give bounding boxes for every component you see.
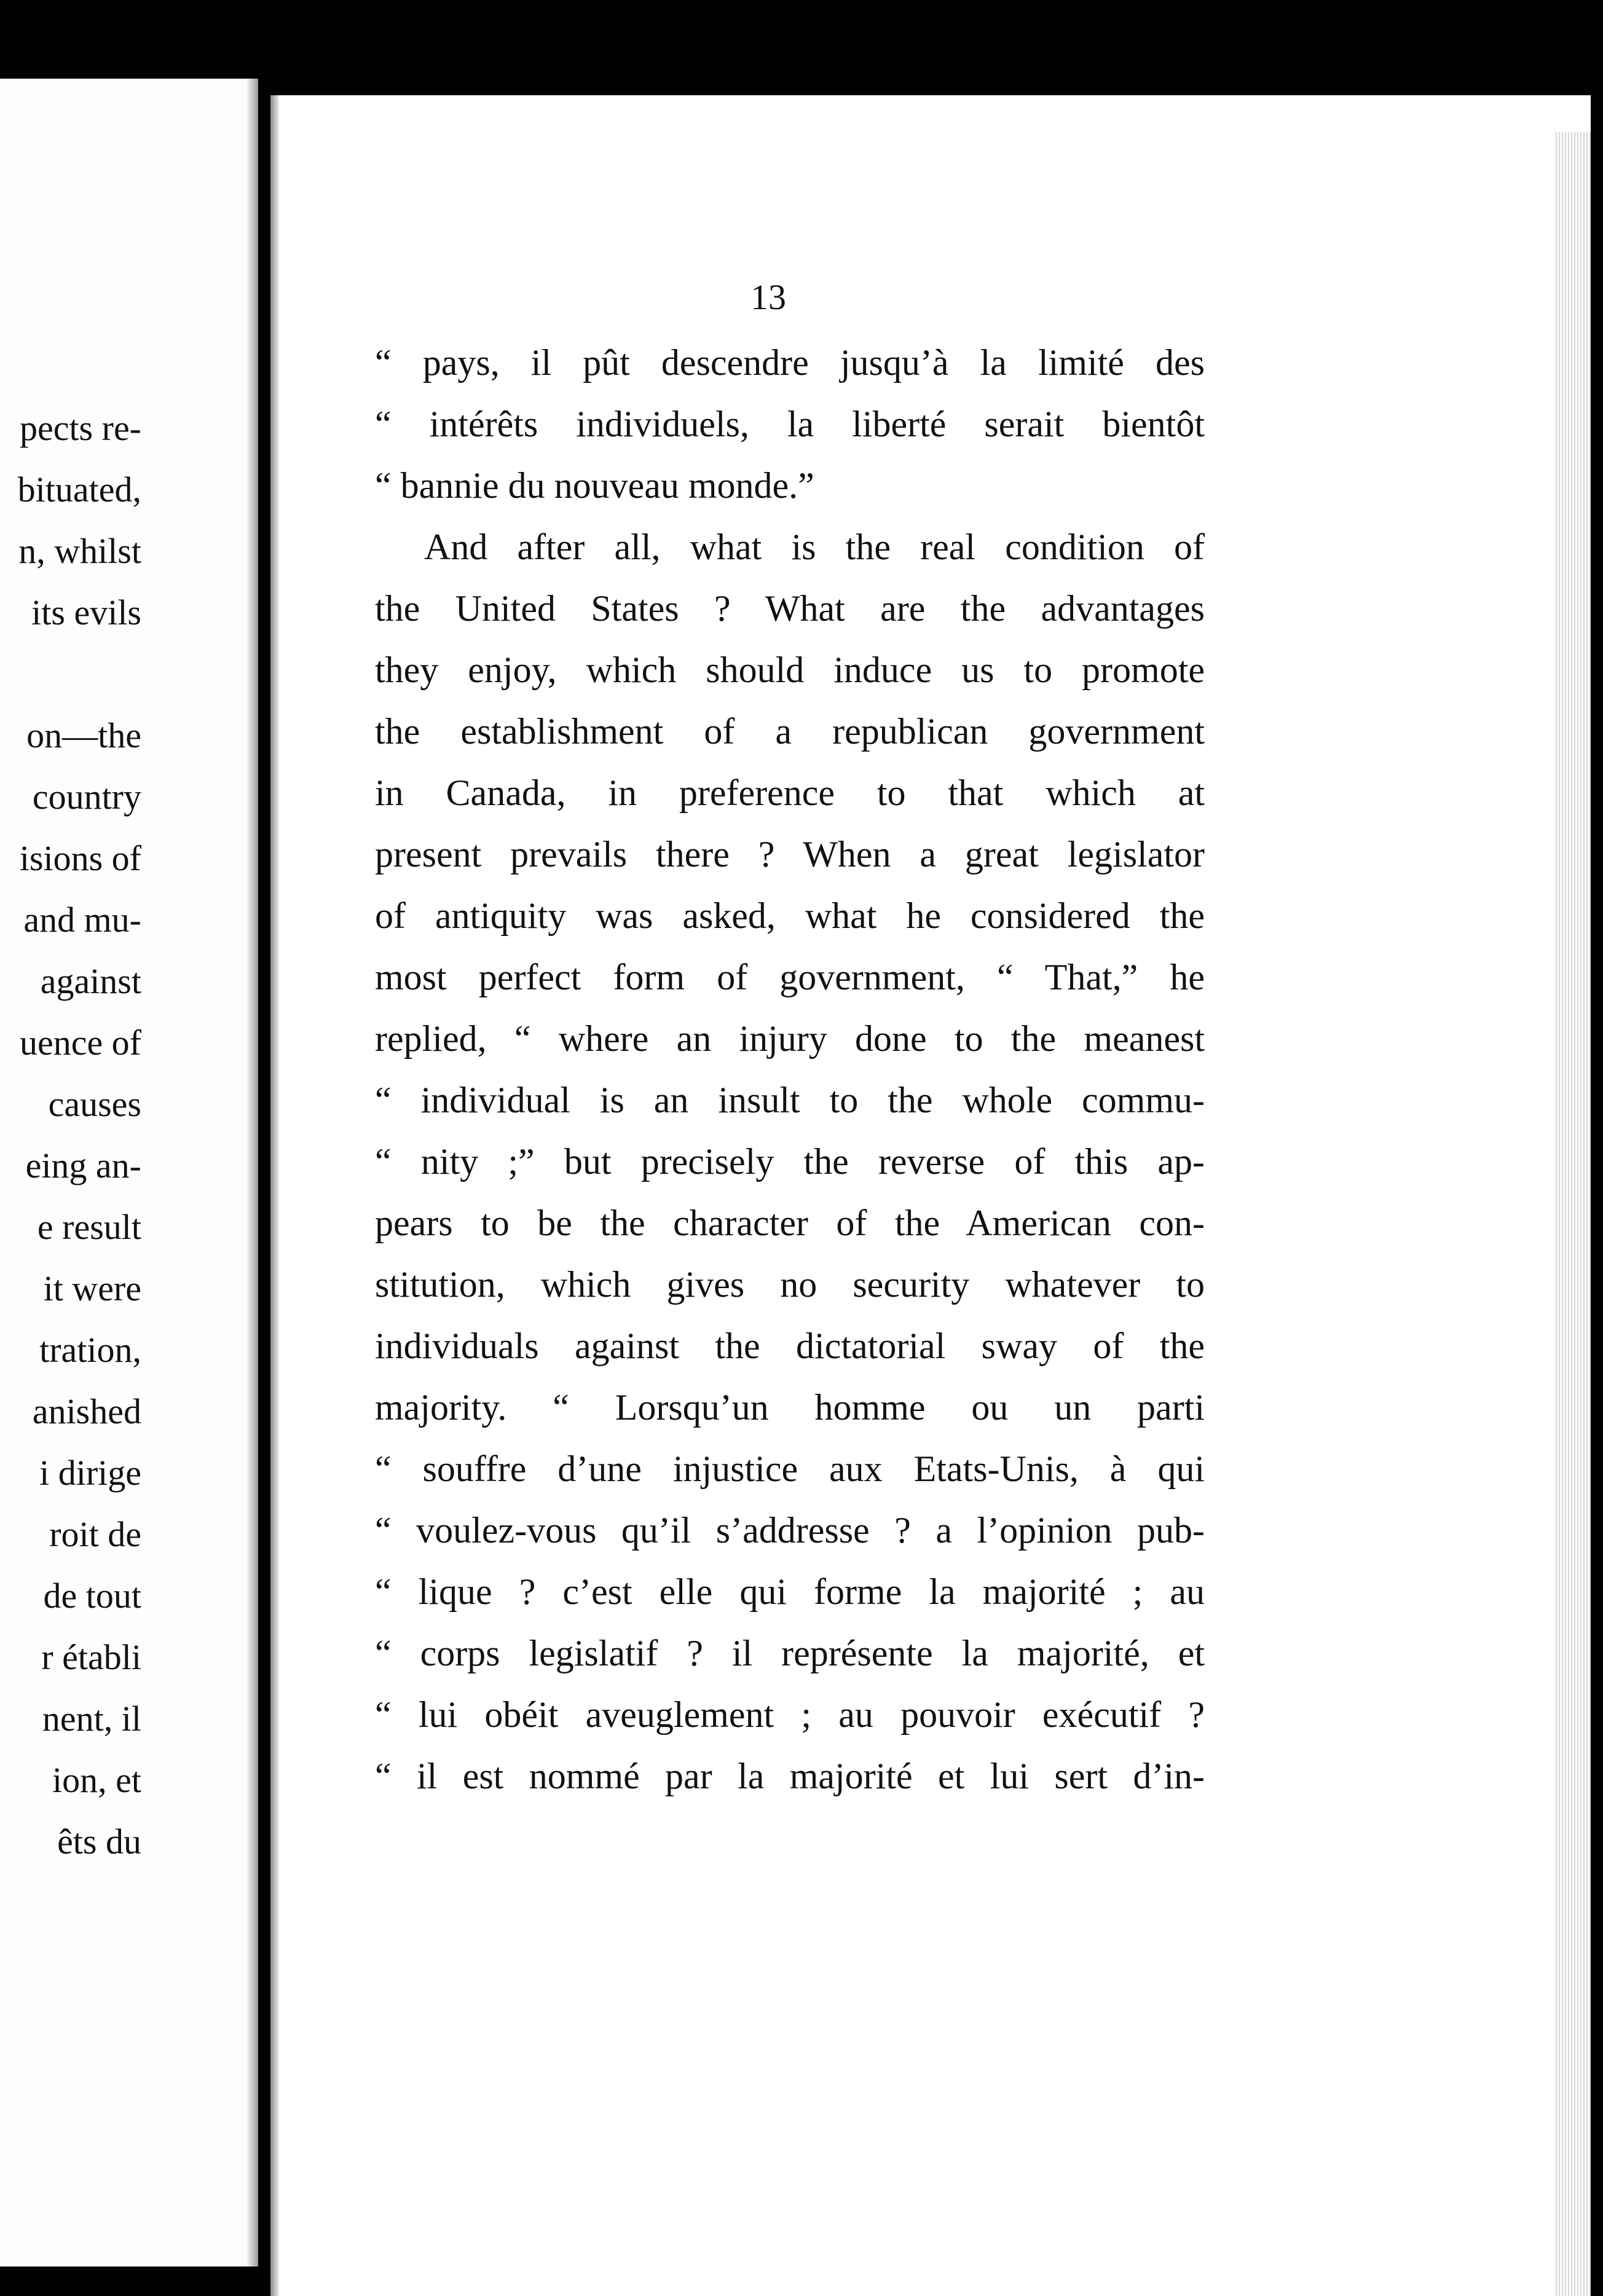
- left-line: causes: [48, 1084, 141, 1124]
- text-line: “ corps legislatif ? il représente la majorité, et: [375, 1633, 1205, 1673]
- text-line: “ bannie du nouveau monde.”: [375, 465, 814, 506]
- left-line: ion, et: [52, 1760, 141, 1800]
- text-line: the United States ? What are the advantages: [375, 588, 1205, 629]
- left-line: pects re-: [19, 408, 141, 448]
- text-line: And after all, what is the real condition of: [424, 527, 1205, 567]
- page-number: 13: [750, 277, 786, 317]
- text-line: individuals against the dictatorial sway of the: [375, 1326, 1205, 1366]
- left-line: country: [32, 777, 141, 817]
- text-line: replied, “ where an injury done to the meanest: [375, 1018, 1205, 1059]
- text-line: in Canada, in preference to that which at: [375, 773, 1205, 813]
- text-line: present prevails there ? When a great legislator: [375, 834, 1205, 875]
- left-line: de tout: [43, 1576, 141, 1616]
- text-line: pears to be the character of the American con-: [375, 1203, 1205, 1243]
- left-line: and mu-: [23, 900, 141, 940]
- left-line: its evils: [31, 592, 141, 632]
- text-line: “ souffre d’une injustice aux Etats-Unis, à qui: [375, 1449, 1205, 1489]
- text-line: majority. “ Lorsqu’un homme ou un parti: [375, 1387, 1205, 1428]
- left-line: êts du: [57, 1822, 141, 1862]
- text-line: they enjoy, which should induce us to promote: [375, 650, 1205, 690]
- left-line: against: [40, 961, 141, 1001]
- left-page-gutter: [247, 79, 258, 2267]
- left-line: e result: [37, 1207, 141, 1247]
- text-line: the establishment of a republican government: [375, 711, 1205, 752]
- left-line: uence of: [19, 1023, 141, 1063]
- left-line: bituated,: [17, 470, 141, 509]
- left-line: i dirige: [39, 1453, 141, 1493]
- text-line: most perfect form of government, “ That,” he: [375, 957, 1205, 997]
- text-line: of antiquity was asked, what he considered the: [375, 895, 1205, 936]
- text-line: “ lique ? c’est elle qui forme la majorité ; au: [375, 1571, 1205, 1612]
- left-line: isions of: [19, 838, 141, 878]
- text-line: “ pays, il pût descendre jusqu’à la limité des: [375, 342, 1205, 383]
- left-page: [0, 79, 258, 2267]
- left-line: it were: [43, 1268, 141, 1308]
- text-line: “ intérêts individuels, la liberté serait bientôt: [375, 404, 1205, 444]
- left-line: tration,: [39, 1330, 141, 1370]
- text-line: “ individual is an insult to the whole commu-: [375, 1080, 1205, 1120]
- left-line: r établi: [41, 1637, 141, 1677]
- page-spine-shadow: [270, 95, 279, 2296]
- left-line: eing an-: [25, 1146, 141, 1185]
- left-line: on—the: [26, 715, 141, 755]
- page-fore-edge: [1554, 132, 1591, 2296]
- text-line: “ il est nommé par la majorité et lui sert d’in-: [375, 1756, 1205, 1796]
- left-line: anished: [32, 1391, 141, 1431]
- left-line: n, whilst: [18, 531, 141, 571]
- text-line: “ voulez-vous qu’il s’addresse ? a l’opinion pub-: [375, 1510, 1205, 1551]
- left-line: nent, il: [42, 1699, 141, 1739]
- text-line: stitution, which gives no security whatever to: [375, 1264, 1205, 1305]
- text-line: “ nity ;” but precisely the reverse of this ap-: [375, 1141, 1205, 1182]
- left-line: roit de: [49, 1514, 141, 1554]
- text-line: “ lui obéit aveuglement ; au pouvoir exécutif ?: [375, 1694, 1205, 1735]
